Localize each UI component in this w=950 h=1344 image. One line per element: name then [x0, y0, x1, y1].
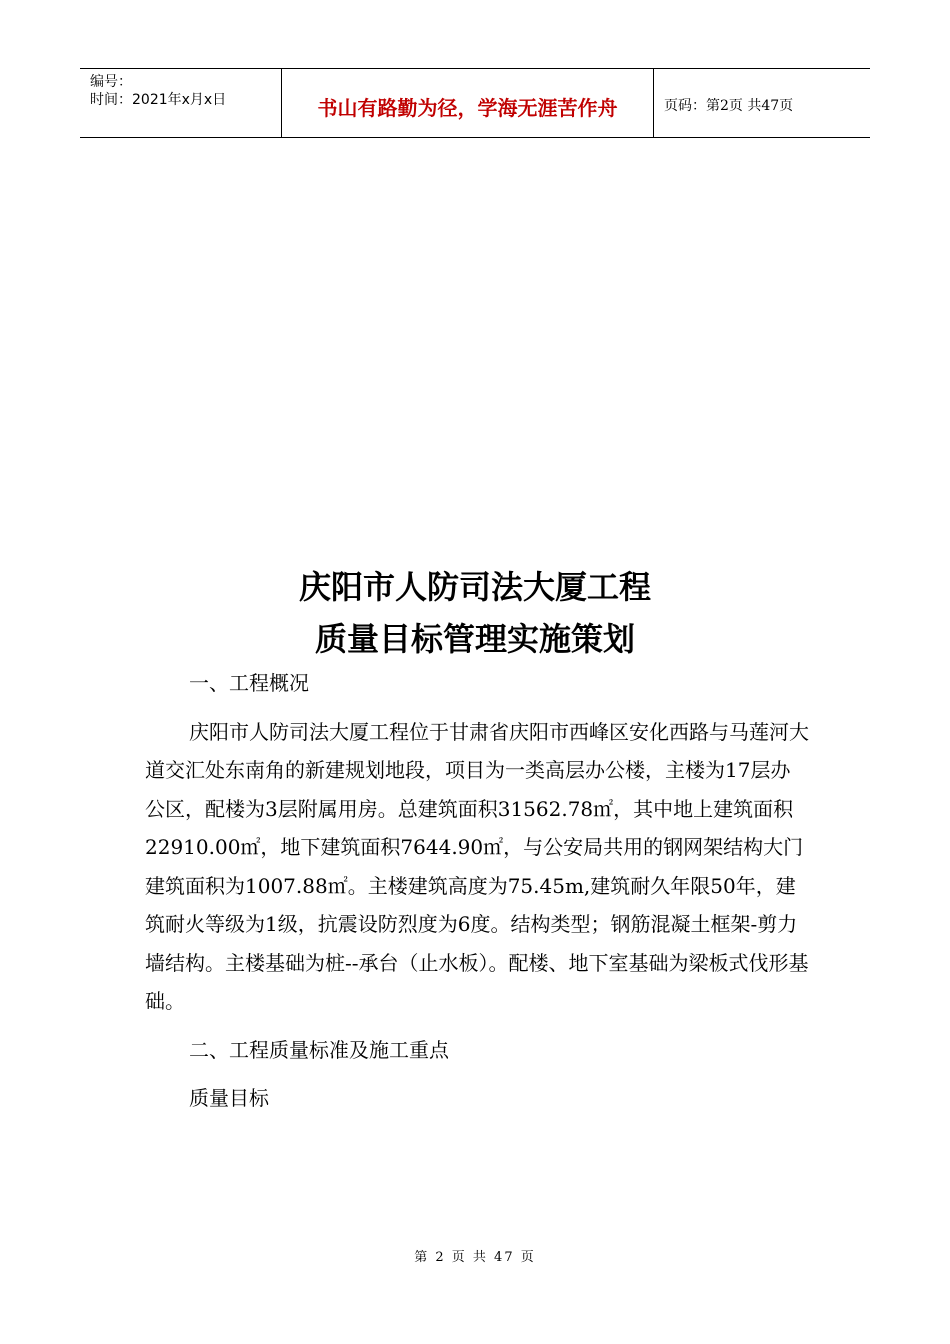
header-motto: 书山有路勤为径，学海无涯苦作舟 — [282, 69, 654, 137]
page-header — [80, 68, 870, 138]
document-body — [145, 664, 810, 1118]
header-number: 编号： — [90, 74, 132, 90]
document-title-line1: 庆阳市人防司法大厦工程 — [298, 568, 651, 606]
document-title-line2: 质量目标管理实施策划 — [314, 620, 635, 658]
header-meta — [80, 69, 282, 137]
header-date: 时间：2021年x月x日 — [90, 92, 227, 108]
section-heading-overview: 一、工程概况 — [189, 671, 309, 695]
header-page-number: 页码：第2页 共47页 — [664, 98, 794, 114]
section-heading-quality: 二、工程质量标准及施工重点 — [189, 1037, 449, 1062]
subheading-quality-target: 质量目标 — [189, 1086, 269, 1110]
overview-paragraph: 庆阳市人防司法大厦工程位于甘肃省庆阳市西峰区安化西路与马莲河大道交汇处东南角的新建规划地段，项目为一类高层办公楼，主楼为17层办公区，配楼为3层附属用房。总建筑面积31562.78㎡，其中地上建筑面积22910.00㎡，地下建筑面积7644.90㎡，与公安局共用的钢网架结构大门建筑面积为1007.88㎡。主楼建筑高度为75.45m,建筑耐久年限50年，建筑耐火等级为1级，抗震设防烈度为6度。结构类型；钢筋混凝土框架-剪力墙结构。主楼基础为桩--承台（止水板）。配楼、地下室基础为梁板式伐形基础。 — [145, 719, 809, 1013]
page-footer: 第 2 页 共 47 页 — [414, 1250, 536, 1265]
